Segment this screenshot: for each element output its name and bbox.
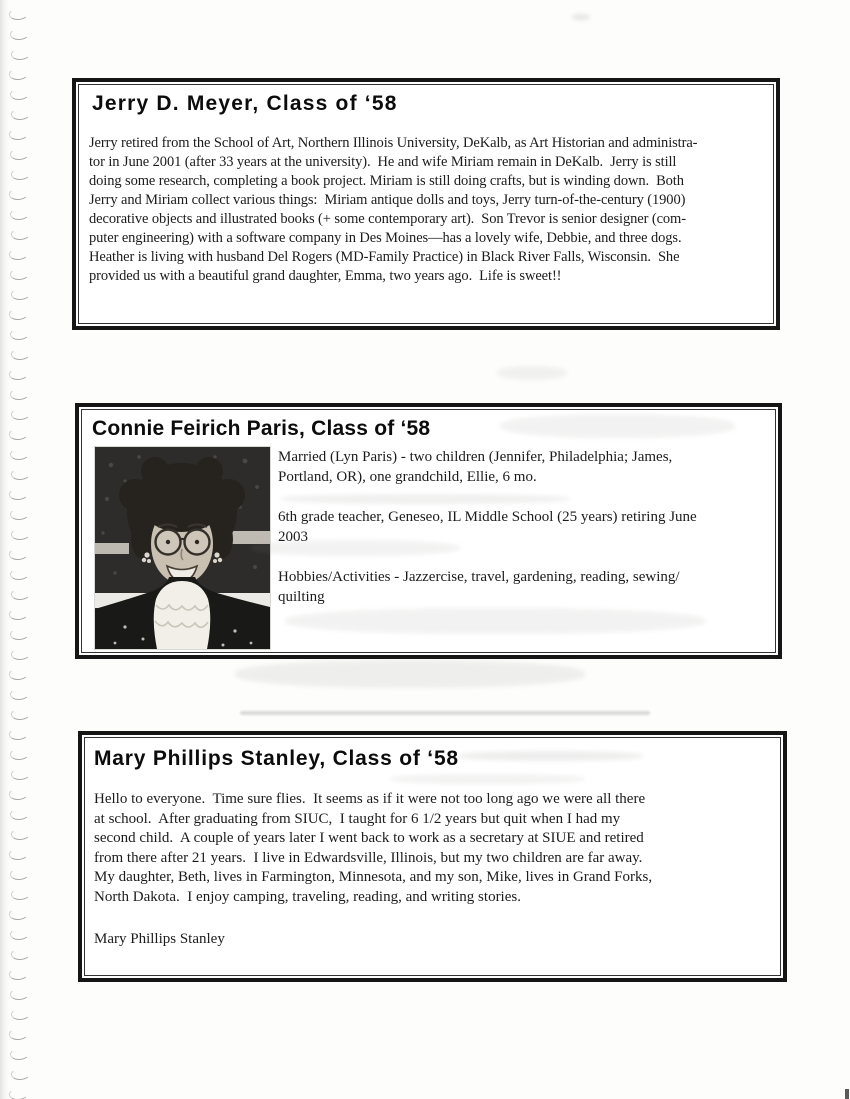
binding-coil-icon bbox=[11, 407, 31, 420]
binding-coil-icon bbox=[9, 67, 29, 80]
entry-body-mary bbox=[94, 790, 774, 907]
binding-coil-icon bbox=[9, 727, 29, 740]
entry-inner-frame bbox=[81, 409, 776, 653]
text-line: Jerry retired from the School of Art, Northern Illinois University, DeKalb, as Art Historian and administra- bbox=[89, 135, 698, 151]
binding-coil-icon bbox=[9, 367, 29, 380]
entry-inner-frame bbox=[78, 84, 774, 324]
binding-coil-icon bbox=[9, 487, 29, 500]
binding-coil-icon bbox=[11, 107, 31, 120]
text-line: tor in June 2001 (after 33 years at the university). He and wife Miriam remain in DeKalb. Jerry is still bbox=[89, 154, 677, 170]
binding-coil-icon bbox=[11, 287, 31, 300]
binding-coil-icon bbox=[11, 707, 31, 720]
binding-coil-icon bbox=[10, 447, 30, 460]
binding-coil-icon bbox=[10, 987, 30, 1000]
text-line: decorative objects and illustrated books (+ some contemporary art). Son Trevor is senior designer (com- bbox=[89, 211, 686, 227]
scan-edge-mark bbox=[845, 1089, 849, 1099]
entry-inner-frame bbox=[84, 737, 781, 976]
binding-coil-icon bbox=[10, 867, 30, 880]
text-line: Hello to everyone. Time sure flies. It seems as if it were not too long ago we were all there bbox=[94, 791, 646, 807]
scan-smudge bbox=[572, 14, 590, 20]
text-line: second child. A couple of years later I went back to work as a secretary at SIUE and retired bbox=[94, 830, 644, 846]
spiral-binding bbox=[0, 0, 34, 1099]
entry-body-jerry bbox=[89, 134, 767, 286]
entry-body-connie bbox=[278, 447, 697, 627]
binding-coil-icon bbox=[11, 527, 31, 540]
binding-coil-icon bbox=[10, 1047, 30, 1060]
binding-coil-icon bbox=[9, 607, 29, 620]
binding-coil-icon bbox=[11, 227, 31, 240]
binding-coil-icon bbox=[11, 947, 31, 960]
connie-family-paragraph bbox=[278, 447, 697, 487]
text-line: doing some research, completing a book project. Miriam is still doing crafts, but is winding down. Both bbox=[89, 173, 684, 189]
binding-coil-icon bbox=[10, 87, 30, 100]
binding-coil-icon bbox=[11, 47, 31, 60]
binding-coil-icon bbox=[11, 647, 31, 660]
binding-coil-icon bbox=[11, 587, 31, 600]
binding-coil-icon bbox=[9, 127, 29, 140]
scan-smudge bbox=[235, 660, 585, 688]
text-line: 2003 bbox=[278, 529, 308, 545]
binding-coil-icon bbox=[10, 927, 30, 940]
binding-coil-icon bbox=[9, 247, 29, 260]
portrait-photo bbox=[95, 447, 270, 649]
binding-coil-icon bbox=[9, 187, 29, 200]
binding-coil-icon bbox=[10, 147, 30, 160]
binding-coil-icon bbox=[9, 1087, 29, 1099]
binding-coil-icon bbox=[10, 267, 30, 280]
connie-hobbies-paragraph bbox=[278, 567, 697, 607]
entry-jerry-meyer bbox=[72, 78, 780, 330]
binding-coil-icon bbox=[10, 687, 30, 700]
binding-coil-icon bbox=[11, 1007, 31, 1020]
binding-coil-icon bbox=[9, 667, 29, 680]
binding-coil-icon bbox=[10, 507, 30, 520]
text-line: Heather is living with husband Del Rogers (MD-Family Practice) in Black River Falls, Wisconsin. She bbox=[89, 249, 680, 265]
entry-heading-jerry: Jerry D. Meyer, Class of ‘58 bbox=[92, 92, 398, 115]
binding-coil-icon bbox=[9, 7, 29, 20]
text-line: from there after 21 years. I live in Edwardsville, Illinois, but my two children are far away. bbox=[94, 849, 643, 866]
binding-coil-icon bbox=[11, 887, 31, 900]
text-line: 6th grade teacher, Geneseo, IL Middle School (25 years) retiring June bbox=[278, 509, 697, 525]
binding-coil-icon bbox=[9, 787, 29, 800]
binding-coil-icon bbox=[9, 907, 29, 920]
binding-coil-icon bbox=[11, 467, 31, 480]
entry-mary-stanley bbox=[78, 731, 787, 982]
text-line: puter engineering) with a software company in Des Moines—has a lovely wife, Debbie, and three dogs. bbox=[89, 230, 682, 246]
text-line: Hobbies/Activities - Jazzercise, travel, gardening, reading, sewing/ bbox=[278, 569, 680, 585]
scan-streak bbox=[240, 711, 650, 715]
entry-connie-paris bbox=[75, 403, 782, 659]
entry-heading-mary: Mary Phillips Stanley, Class of ‘58 bbox=[94, 747, 459, 770]
binding-coil-icon bbox=[11, 767, 31, 780]
entry-heading-connie: Connie Feirich Paris, Class of ‘58 bbox=[92, 417, 431, 440]
binding-coil-icon bbox=[10, 567, 30, 580]
signature-mary: Mary Phillips Stanley bbox=[94, 931, 225, 947]
portrait-photo-drawing bbox=[95, 447, 270, 649]
text-line: Portland, OR), one grandchild, Ellie, 6 mo. bbox=[278, 469, 537, 485]
binding-coil-icon bbox=[9, 307, 29, 320]
binding-coil-icon bbox=[9, 847, 29, 860]
text-line: quilting bbox=[278, 589, 325, 605]
binding-coil-icon bbox=[11, 827, 31, 840]
binding-coil-icon bbox=[10, 627, 30, 640]
text-line: North Dakota. I enjoy camping, traveling, reading, and writing stories. bbox=[94, 888, 521, 905]
text-line: Jerry and Miriam collect various things: Miriam antique dolls and toys, Jerry turn-of-the-century (1900) bbox=[89, 192, 686, 208]
binding-coil-icon bbox=[11, 1067, 31, 1080]
binding-coil-icon bbox=[11, 167, 31, 180]
text-line: Married (Lyn Paris) - two children (Jennifer, Philadelphia; James, bbox=[278, 449, 673, 465]
binding-coil-icon bbox=[9, 967, 29, 980]
text-line: My daughter, Beth, lives in Farmington, Minnesota, and my son, Mike, lives in Grand Forks, bbox=[94, 869, 653, 885]
binding-coil-icon bbox=[9, 427, 29, 440]
binding-coil-icon bbox=[10, 807, 30, 820]
binding-coil-icon bbox=[10, 327, 30, 340]
binding-coil-icon bbox=[11, 347, 31, 360]
connie-career-paragraph bbox=[278, 507, 697, 547]
binding-coil-icon bbox=[9, 1027, 29, 1040]
binding-coil-icon bbox=[10, 387, 30, 400]
binding-coil-icon bbox=[10, 207, 30, 220]
scan-smudge bbox=[497, 366, 567, 380]
binding-coil-icon bbox=[10, 27, 30, 40]
binding-coil-icon bbox=[9, 547, 29, 560]
text-line: provided us with a beautiful grand daughter, Emma, two years ago. Life is sweet!! bbox=[89, 268, 562, 284]
binding-coil-icon bbox=[10, 747, 30, 760]
text-line: at school. After graduating from SIUC, I taught for 6 1/2 years but quit when I had my bbox=[94, 810, 621, 827]
